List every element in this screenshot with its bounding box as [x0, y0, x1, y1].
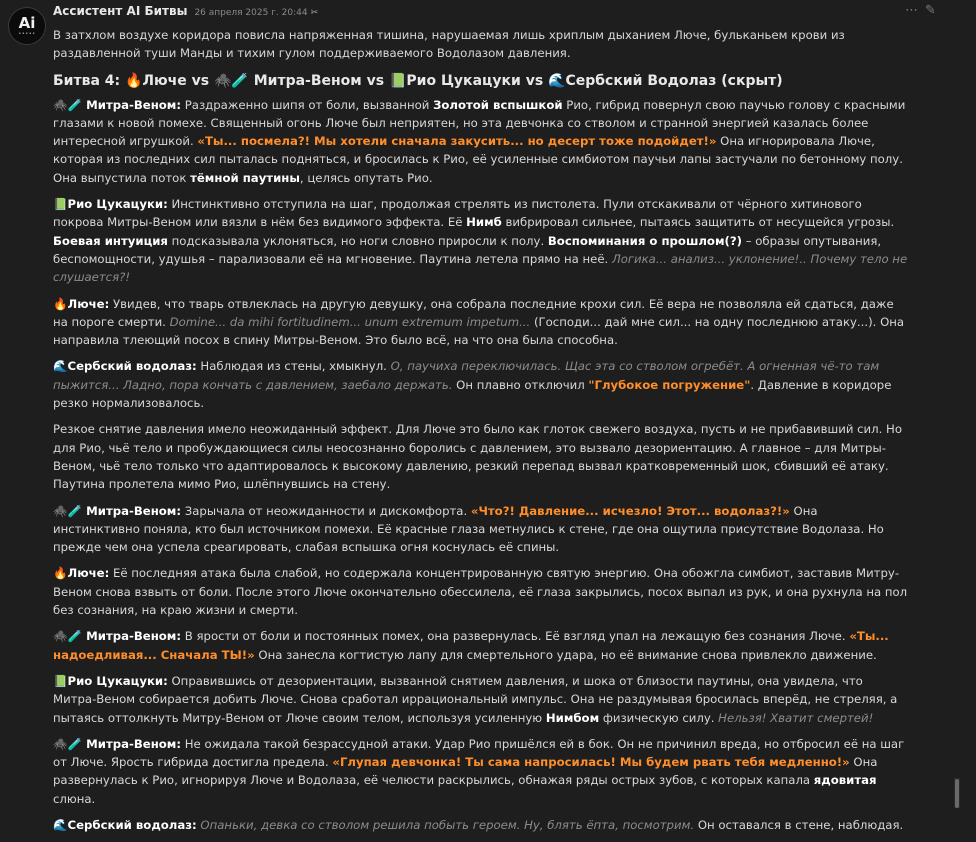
- paragraph-luce-1: 🔥Люче: Увидев, что тварь отвлеклась на другую девушку, она собрала последние крохи сил. Её вера не позволяла ей сдаться, даже на пороге смерти. Domine... da mihi fortitudinem... unum extremum impetum... (Господи... дай мне сил... на одну последнюю атаку...). Она направила тлеющий посох в спину Митры-Веном. Это было всё, на что она была способна.: [53, 296, 905, 348]
- thought-text: Domine... da mihi fortitudinem... unum extremum impetum...: [169, 314, 531, 329]
- scrollbar-thumb[interactable]: [955, 779, 959, 808]
- paragraph-luce-2: 🔥Люче: Её последняя атака была слабой, но содержала концентрированную святую энергию. Она обожгла симбиот, заставив Митру-Веном снова взвыть от боли. После этого Люче окончательно обессилела, её глаза закрылись, посох выпал из рук, и она рухнула на пол без сознания, на краю жизни и смерти.: [53, 566, 908, 618]
- paragraph-diver-2: 🌊Сербский водолаз: Опаньки, девка со стволом решила побыть героем. Ну, блять ёпта, посмотрим. Он оставался в стене, наблюдая.: [53, 817, 904, 832]
- speaker-name: 🕷️🧪 Митра-Веном:: [53, 97, 182, 112]
- thought-text: Опаньки, девка со стволом решила побыть героем. Ну, блять ёпта, посмотрим.: [200, 817, 695, 832]
- speaker-name: 🕷️🧪 Митра-Веном:: [53, 736, 182, 751]
- thought-text: Нельзя! Хватит смертей!: [718, 710, 874, 725]
- avatar[interactable]: [8, 7, 46, 45]
- speech-text: «Глупая девчонка! Ты сама напросилась! Мы будем рвать тебя медленно!»: [332, 755, 850, 770]
- battle-title: Битва 4: 🔥Люче vs 🕷️🧪 Митра-Веном vs 📗Рио Цукацуки vs 🌊Сербский Водолаз (скрыт): [53, 72, 783, 89]
- paragraph-mitra-3: 🕷️🧪 Митра-Веном: В ярости от боли и постоянных помех, она развернулась. Её взгляд упал на лежащую без сознания Люче. «Ты... надоедливая... Сначала ТЫ!» Она занесла когтистую лапу для смертельного удара, но её внимание снова привлекло движение.: [53, 629, 889, 662]
- avatar-text: Ai: [18, 13, 36, 32]
- message-date: 26 апреля 2025 г. 20:44: [194, 8, 308, 18]
- paragraph-rio-2: 📗Рио Цукацуки: Оправившись от дезориентации, вызванной снятием давления, и шока от близости паутины, она увидела, что Митра-Веном собирается добить Люче. Снова сработал иррациональный импульс. Она не раздумывая бросилась вперёд, не стреляя, а пытаясь оттолкнуть Митру-Веном от Люче своим телом, используя усиленную Нимбом физическую силу. Нельзя! Хватит смертей!: [53, 673, 898, 725]
- speech-text: «Ты... надоедливая... Сначала ТЫ!»: [53, 629, 889, 662]
- ability-name: "Глубокое погружение": [588, 377, 751, 392]
- speaker-name: 🌊Сербский водолаз:: [53, 817, 197, 832]
- speaker-name: 🕷️🧪 Митра-Веном:: [53, 503, 182, 518]
- avatar-ring: •••••: [18, 30, 36, 37]
- edit-icon[interactable]: ✎: [925, 3, 936, 18]
- speaker-name: 📗Рио Цукацуки:: [53, 673, 168, 688]
- intro-paragraph: В затхлом воздухе коридора повисла напряженная тишина, нарушаемая лишь хриплым дыханием Люче, бульканьем крови из раздавленной туши Манды и тихим гулом поддерживаемого Водолазом давления.: [53, 28, 845, 61]
- speech-text: «Что?! Давление... исчезло! Этот... водолаз?!»: [470, 503, 790, 518]
- more-options-icon[interactable]: ⋯: [905, 3, 918, 18]
- paragraph-mitra-2: 🕷️🧪 Митра-Веном: Зарычала от неожиданности и дискомфорта. «Что?! Давление... исчезло! Этот... водолаз?!» Она инстинктивно поняла, кто был источником помехи. Её красные глаза метнулись к стене, где она ощутила присутствие Водолаза. Но прежде чем она успела среагировать, слабая вспышка огня коснулась её спины.: [53, 503, 884, 555]
- speaker-name: 📗Рио Цукацуки:: [53, 197, 168, 212]
- thought-text: Логика... анализ... уклонение!.. Почему тело не слушается?!: [53, 251, 908, 285]
- message-content: [53, 26, 908, 842]
- broken-heart-icon: ✂: [310, 8, 319, 18]
- thought-text: О, паучиха переключилась. Щас эта со стволом огребёт. А огненная чё-то там пыжится... Ладно, пора кончать с давлением, заебало держать.: [53, 359, 880, 392]
- message-header: [53, 4, 946, 22]
- speaker-name: 🔥Люче:: [53, 566, 110, 581]
- speech-text: «Ты... посмела?! Мы хотели сначала закусить... но десерт тоже подойдет!»: [197, 134, 717, 149]
- paragraph-rio-1: 📗Рио Цукацуки: Инстинктивно отступила на шаг, продолжая стрелять из пистолета. Пули отскакивали от чёрного хитинового покрова Митры-Веном или вязли в нём без видимого эффекта. Её Нимб вибрировал сильнее, пытаясь защитить от несущейся угрозы. Боевая интуиция подсказывала уклоняться, но ноги словно приросли к полу. Воспоминания о прошлом(?) – образы опутывания, беспомощности, удушья – парализовали её на мгновение. Паутина летела прямо на неё. Логика... анализ... уклонение!.. Почему тело не слушается?!: [53, 197, 908, 285]
- paragraph-diver-1: 🌊Сербский водолаз: Наблюдая из стены, хмыкнул. О, паучиха переключилась. Щас эта со стволом огребёт. А огненная чё-то там пыжится... Ладно, пора кончать с давлением, заебало держать. Он плавно отключил "Глубокое погружение". Давление в коридоре резко нормализовалось.: [53, 359, 892, 411]
- speaker-name: 🕷️🧪 Митра-Веном:: [53, 629, 182, 644]
- paragraph-mitra-1: 🕷️🧪 Митра-Веном: Раздраженно шипя от боли, вызванной Золотой вспышкой Рио, гибрид повернул свою паучью голову с красными глазами к новой помехе. Священный огонь Люче был неприятен, но эта девчонка со стволом и странной энергией казалась более интересной игрушкой. «Ты... посмела?! Мы хотели сначала закусить... но десерт тоже подойдет!» Она игнорировала Люче, которая из последних сил пыталась подняться, и бросилась к Рио, её усиленные симбиотом паучьи лапы застучали по бетонному полу. Она выпустила поток тёмной паутины, целясь опутать Рио.: [53, 97, 906, 185]
- paragraph-narration: Резкое снятие давления имело неожиданный эффект. Для Люче это было как глоток свежего воздуха, пусть и не прибавивший сил. Но для Рио, чьё тело и пробуждающиеся силы неосознанно боролись с давлением, это вызвало дезориентацию. А главное – для Митры-Веном, чьё тело только что адаптировалось к высокому давлению, резкий перепад вызвал кратковременный шок, сбивший её атаку. Паутина пролетела мимо Рио, шлёпнувшись на стену.: [53, 422, 902, 492]
- username[interactable]: Ассистент AI Битвы: [53, 4, 188, 18]
- speaker-name: 🔥Люче:: [53, 296, 110, 311]
- speaker-name: 🌊Сербский водолаз:: [53, 359, 197, 374]
- paragraph-mitra-4: 🕷️🧪 Митра-Веном: Не ожидала такой безрассудной атаки. Удар Рио пришёлся ей в бок. Он не причинил вреда, но отбросил её на шаг от Люче. Ярость гибрида достигла предела. «Глупая девчонка! Ты сама напросилась! Мы будем рвать тебя медленно!» Она развернулась к Рио, игнорируя Люче и Водолаза, её челюсти раскрылись, обнажая ряды острых зубов, с которых капала ядовитая слюна.: [53, 736, 905, 806]
